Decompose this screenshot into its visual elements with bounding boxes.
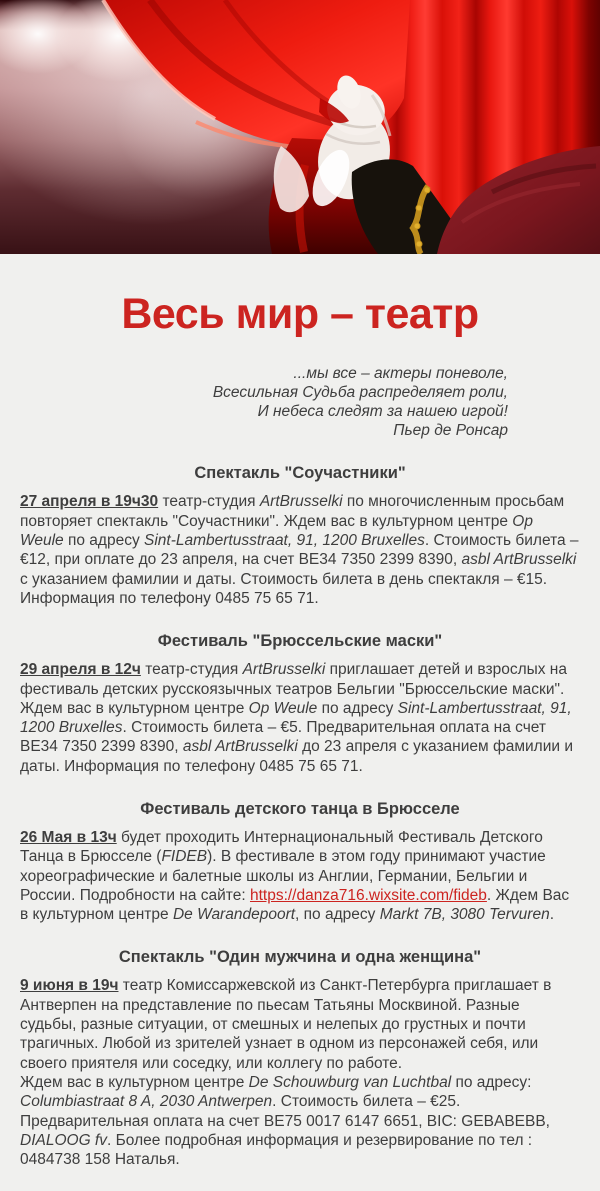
event-section (20, 632, 580, 776)
text-span: Ждем вас в культурном центре (20, 1073, 249, 1091)
text-span: приглашает детей и взрослых на фестиваль детских русскоязычных театров Бельгии "Брюссельские маски". Ждем вас в культурном центре (20, 661, 567, 717)
text-span: Op Weule (248, 699, 318, 717)
text-span: Sint-Lambertusstraat, 91, 1200 Bruxelles (20, 699, 572, 737)
text-span: DIALOOG fv (20, 1131, 107, 1149)
quote-line: ...мы все – актеры поневоле, (293, 365, 508, 383)
event-section (20, 800, 580, 924)
text-span: De Schouwburg van Luchtbal (248, 1073, 452, 1091)
text-span: . Стоимость билета – €25. Предварительная оплата на счет BE75 0017 6147 6651, BIC: GEBABEBB, (20, 1093, 550, 1130)
text-span: ArtBrusselki (242, 661, 326, 679)
text-span: asbl ArtBrusselki (461, 551, 577, 569)
section-paragraph (20, 976, 580, 1169)
text-span: с указанием фамилии и даты. Стоимость билета в день спектакля – €15. Информация по телефону 0485 75 65 71. (20, 570, 548, 607)
text-span: . Стоимость билета – €5. Предварительная оплата на счет BE34 7350 2399 8390, (20, 719, 546, 756)
text-span: по многочисленным просьбам повторяет спектакль "Соучастники". Ждем вас в культурном центре (20, 493, 565, 530)
section-paragraph (20, 828, 580, 924)
text-span: Sint-Lambertusstraat, 91, 1200 Bruxelles (144, 532, 425, 550)
quote-line: И небеса следят за нашею игрой! (257, 403, 508, 421)
curtain-illustration (0, 0, 600, 254)
text-span: по адресу (63, 532, 144, 550)
event-section (20, 464, 580, 608)
section-heading: Спектакль "Соучастники" (194, 464, 406, 483)
event-datetime: 29 апреля в 12ч (20, 661, 141, 679)
quote-author: Пьер де Ронсар (393, 422, 508, 440)
text-span: , по адресу (295, 906, 380, 924)
sections (20, 464, 580, 1169)
epigraph-quote (20, 364, 580, 440)
event-datetime: 26 Мая в 13ч (20, 829, 117, 846)
text-span: De Warandepoort (172, 906, 296, 924)
section-heading: Фестиваль детского танца в Брюсселе (140, 800, 460, 818)
text-span: Op Weule (20, 512, 533, 550)
section-heading: Фестиваль "Брюссельские маски" (157, 632, 443, 651)
event-datetime: 9 июня в 19ч (20, 977, 119, 995)
text-span: . (549, 906, 555, 924)
text-span: asbl ArtBrusselki (182, 738, 298, 756)
text-span: . Стоимость билета – €12, при оплате до 23 апреля, на счет BE34 7350 2399 8390, (20, 532, 579, 569)
festival-site-link[interactable]: https://danza716.wixsite.com/fideb (249, 886, 487, 904)
text-span: будет проходить Интернациональный Фестиваль Детского Танца в Брюсселе ( (20, 829, 543, 866)
text-span: Markt 7B, 3080 Tervuren (379, 906, 550, 924)
text-span: театр-студия (158, 493, 260, 511)
event-datetime: 27 апреля в 19ч30 (20, 493, 159, 511)
newsletter-body (0, 291, 600, 1191)
section-heading: Спектакль "Один мужчина и одна женщина" (118, 948, 482, 967)
text-span: по адресу: (451, 1073, 532, 1091)
text-span: Columbiastraat 8 A, 2030 Antwerpen (20, 1093, 273, 1111)
text-span: . Более подробная информация и резервирование по тел : 0484738 158 Наталья. (20, 1131, 533, 1169)
text-span: театр Комиссаржевской из Санкт-Петербурга приглашает в Антверпен на представление по пьесам Татьяны Москвиной. Разные судьбы, разные ситуации, от смешных и нелепых до грустных и почти трагичных. Любой из зрителей узнает в одном из персонажей себя, или своего приятеля или соседку, или коллегу по работе. (20, 977, 552, 1072)
text-span: FIDEB (161, 848, 208, 866)
section-paragraph (20, 492, 580, 608)
text-span: ). В фестивале в этом году принимают участие хореографические и балетные школы из Англии, Германии, Бельгии и России. Подробности на сайте: (20, 848, 546, 904)
event-section (20, 948, 580, 1169)
text-span: театр-студия (140, 661, 243, 679)
text-span: ArtBrusselki (259, 493, 343, 511)
hero-curtain-image (0, 0, 600, 254)
section-paragraph (20, 660, 580, 776)
text-span: по адресу (317, 699, 398, 717)
text-span: . Ждем Вас в культурном центре (20, 886, 570, 924)
text-span: до 23 апреля с указанием фамилии и даты. Информация по телефону 0485 75 65 71. (20, 738, 573, 775)
page-title: Весь мир – театр (121, 290, 479, 338)
quote-line: Всесильная Судьба распределяет роли, (212, 384, 508, 402)
